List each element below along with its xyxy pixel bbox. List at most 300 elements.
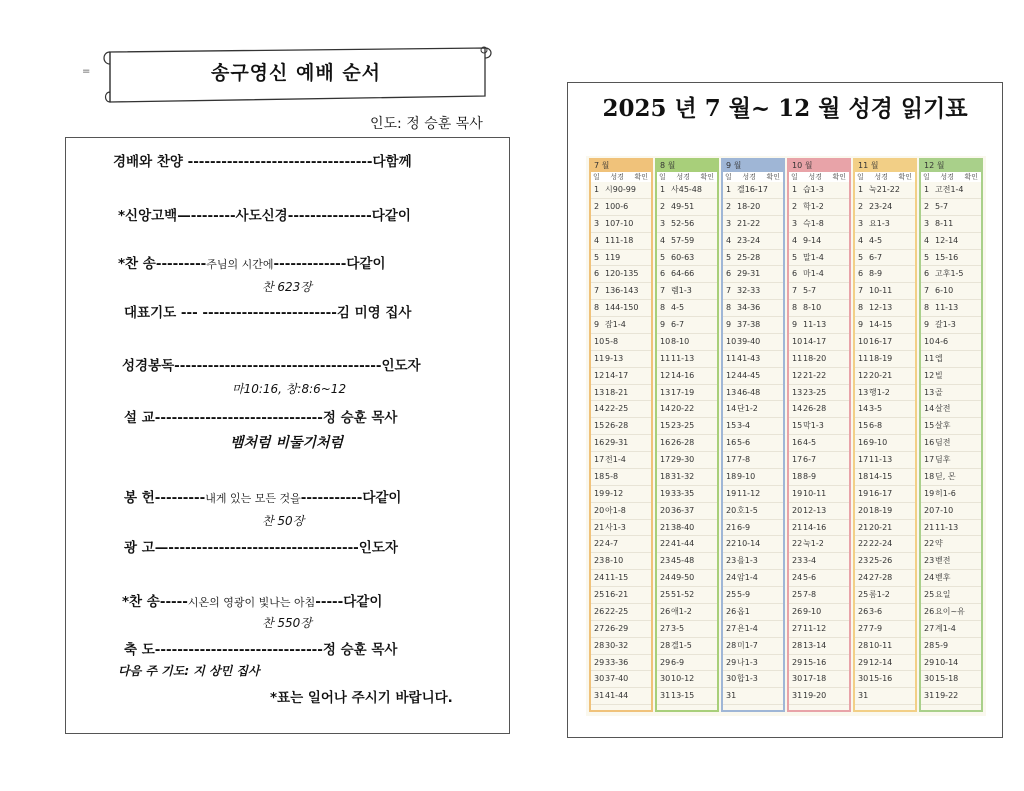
day-number: 25 [660,590,671,599]
reading-row [723,638,783,655]
reading-passage: 29-31 [737,269,761,279]
day-number: 11 [594,353,605,363]
reading-row [723,655,783,672]
reading-passage: 10-14 [737,539,761,549]
reading-row [921,317,981,334]
reading-passage: 겔16-17 [737,185,768,194]
reading-row [789,486,849,503]
reading-passage: 고후1-5 [935,269,964,279]
day-number: 3 [924,218,930,228]
day-number: 28 [594,640,605,650]
reading-row [657,199,717,216]
reading-row [789,250,849,267]
reading-passage: 41-44 [671,539,695,549]
day-number: 25 [924,590,935,599]
reading-passage: 10-11 [869,286,893,296]
reading-plan-title: 2025 년 7 월~ 12 월 성경 읽기표 [602,95,968,122]
day-number: 17 [594,455,605,464]
leader-line: 인도: 정 승훈 목사 [370,116,483,132]
reading-row [789,553,849,570]
day-number: 12 [858,370,869,380]
reading-passage: 13-14 [803,640,827,650]
reading-passage: 6-9 [737,522,751,532]
reading-row [723,486,783,503]
day-number: 18 [726,471,737,481]
reading-passage: 57-59 [671,235,695,245]
reading-row [657,570,717,587]
reading-passage: 12-13 [869,303,893,313]
reading-passage: 11-13 [935,303,959,313]
reading-row [855,587,915,604]
day-number: 18 [660,471,671,481]
reading-row [855,621,915,638]
day-number: 16 [594,438,605,448]
reading-passage: 고전1-4 [935,185,964,194]
order-item-creed: *신앙고백—--------사도신경---------------다같이 [118,208,411,224]
day-number: 28 [726,640,737,650]
reading-passage: 14-15 [869,471,893,481]
day-number: 13 [792,387,803,397]
day-number: 10 [594,336,605,346]
day-number: 2 [594,201,600,211]
day-number: 19 [792,488,803,498]
day-number: 30 [792,674,803,684]
reading-passage: 4-5 [869,235,883,245]
reading-passage: 17-19 [671,387,695,397]
day-number: 17 [858,455,869,464]
day-number: 30 [858,674,869,684]
day-number: 8 [924,303,930,313]
reading-row [657,435,717,452]
reading-row [591,469,651,486]
reading-passage: 12-13 [803,505,827,515]
day-number: 29 [858,657,869,667]
reading-passage: 37-40 [605,674,629,684]
reading-passage: 단1-2 [737,404,758,414]
reading-passage: 요이~유 [935,606,965,616]
column-label: 일 [791,173,798,181]
reading-passage: 14-16 [803,522,827,532]
reading-row [855,199,915,216]
reading-passage: 9-14 [803,235,822,245]
column-label: 성경 [676,173,690,181]
reading-row [855,266,915,283]
reading-row [921,385,981,402]
reading-row [657,334,717,351]
reading-passage: 아1-8 [605,505,626,515]
reading-row [591,368,651,385]
reading-passage: 20-22 [671,404,695,414]
reading-passage: 17-18 [803,674,827,684]
reading-passage: 8-11 [935,218,954,228]
order-item-benediction: 축 도------------------------------정 승훈 목사 [124,642,398,658]
reading-row [921,520,981,537]
reading-passage: 26-28 [605,421,629,431]
reading-row [591,317,651,334]
reading-passage: 애1-2 [671,606,692,616]
reading-row [921,266,981,283]
order-item-hymn-1-song: 주님의 시간에 [206,258,274,271]
day-number: 8 [726,303,732,313]
day-number: 11 [792,353,803,363]
day-number: 8 [594,303,600,313]
order-item-offering-tail: -----------다같이 [300,490,402,506]
banner-title: 송구영신 예배 순서 [210,62,382,84]
reading-passage: 20-21 [869,522,893,532]
day-number: 17 [792,455,803,464]
day-number: 22 [660,539,671,549]
reading-row [657,520,717,537]
month-column [655,158,719,712]
day-number: 29 [660,657,671,667]
reading-passage: 롬1-2 [869,590,890,599]
day-number: 4 [660,235,666,245]
banner-mark: = [82,66,91,77]
reading-passage: 습1-3 [803,185,824,194]
reading-passage: 9-10 [803,606,822,616]
reading-passage: 5-7 [803,286,817,296]
column-label: 확인 [964,173,978,181]
reading-passage: 20-21 [869,370,893,380]
day-number: 27 [594,623,605,633]
reading-passage: 44-45 [737,370,761,380]
reading-row [723,351,783,368]
reading-row [921,435,981,452]
day-number: 16 [858,438,869,448]
reading-row [789,503,849,520]
day-number: 15 [660,421,671,431]
day-number: 22 [924,539,935,549]
day-number: 24 [858,573,869,583]
reading-row [591,266,651,283]
reading-passage: 5-8 [605,336,619,346]
reading-passage: 29-31 [605,438,629,448]
column-label: 일 [857,173,864,181]
day-number: 14 [594,404,605,414]
reading-row [657,469,717,486]
day-number: 2 [924,201,930,211]
reading-row [921,300,981,317]
reading-passage: 10-14 [935,657,959,667]
reading-row [789,587,849,604]
reading-passage: 살전 [935,404,951,414]
reading-row [723,553,783,570]
day-number: 23 [726,556,737,566]
reading-passage: 슥1-8 [803,218,824,228]
day-number: 21 [792,522,803,532]
day-number: 31 [726,691,737,701]
day-number: 5 [594,252,600,262]
reading-passage: 23-25 [671,421,695,431]
day-number: 5 [924,252,930,262]
day-number: 21 [726,522,737,532]
reading-passage: 36-37 [671,505,695,515]
day-number: 19 [924,488,935,498]
reading-passage: 11-13 [671,353,695,363]
day-number: 6 [594,269,600,279]
reading-row [657,621,717,638]
reading-passage: 21-22 [737,218,761,228]
reading-row [921,553,981,570]
day-number: 12 [726,370,737,380]
day-number: 19 [594,488,605,498]
day-number: 27 [924,623,935,633]
day-number: 4 [792,235,798,245]
day-number: 3 [726,218,732,228]
column-label: 확인 [898,173,912,181]
column-label: 확인 [766,173,780,181]
reading-row [657,250,717,267]
day-number: 18 [924,471,935,481]
reading-passage: 딛, 몬 [935,471,956,481]
reading-row [921,469,981,486]
reading-row [723,368,783,385]
reading-row [657,216,717,233]
reading-row [591,452,651,469]
reading-passage: 13-15 [671,691,695,701]
reading-passage: 19-22 [935,691,959,701]
day-number: 3 [858,218,864,228]
reading-row [789,655,849,672]
reading-row [789,233,849,250]
order-item-praise: 경배와 찬양 ---------------------------------다함께 [113,154,412,170]
reading-passage: 15-18 [935,674,959,684]
reading-row [657,283,717,300]
day-number: 8 [660,303,666,313]
reading-row [723,604,783,621]
reading-passage: 학1-2 [803,201,824,211]
day-number: 12 [660,370,671,380]
reading-row [723,520,783,537]
order-item-offering-song: 내게 있는 모든 것을 [205,492,301,505]
reading-passage: 11-12 [737,488,761,498]
day-number: 27 [726,623,737,633]
reading-row [921,351,981,368]
reading-passage: 4-7 [605,539,619,549]
reading-passage: 10-12 [671,674,695,684]
reading-row [723,688,783,705]
reading-row [591,604,651,621]
day-number: 1 [726,185,732,194]
reading-passage: 144-150 [605,303,639,313]
reading-row [855,688,915,705]
day-number: 6 [858,269,864,279]
reading-passage: 6-10 [935,286,954,296]
day-number: 9 [792,320,798,329]
month-column [853,158,917,712]
reading-passage: 18-20 [803,353,827,363]
day-number: 16 [726,438,737,448]
reading-row [855,368,915,385]
reading-row [657,671,717,688]
reading-row [723,216,783,233]
reading-row [657,486,717,503]
day-number: 29 [792,657,803,667]
reading-passage: 33-36 [605,657,629,667]
reading-row [789,199,849,216]
reading-row [657,233,717,250]
day-number: 26 [858,606,869,616]
reading-row [855,182,915,199]
day-number: 26 [726,606,737,616]
reading-passage: 딤전 [935,438,951,448]
reading-row [591,283,651,300]
reading-row [855,418,915,435]
day-number: 22 [792,539,803,549]
reading-row [789,638,849,655]
day-number: 14 [726,404,737,414]
reading-row [657,604,717,621]
reading-row [657,182,717,199]
day-number: 12 [792,370,803,380]
day-number: 31 [858,691,869,701]
reading-row [723,300,783,317]
reading-passage: 18-21 [605,387,629,397]
reading-row [855,655,915,672]
reading-row [657,300,717,317]
day-number: 22 [858,539,869,549]
reading-passage: 잠1-4 [605,320,626,329]
reading-row [855,638,915,655]
reading-row [855,216,915,233]
reading-passage: 7-8 [803,590,817,599]
reading-passage: 22-24 [869,539,893,549]
reading-row [789,452,849,469]
reading-row [789,283,849,300]
reading-passage: 5-8 [605,471,619,481]
reading-row [657,638,717,655]
reading-passage: 26-28 [671,438,695,448]
hymn-number-3: 찬 550장 [262,616,312,630]
reading-row [789,300,849,317]
day-number: 3 [792,218,798,228]
reading-row [591,182,651,199]
day-number: 5 [792,252,798,262]
reading-row [855,570,915,587]
reading-passage: 15-16 [869,674,893,684]
day-number: 21 [660,522,671,532]
reading-row [591,351,651,368]
day-number: 11 [858,353,869,363]
day-number: 8 [792,303,798,313]
day-number: 18 [792,471,803,481]
reading-row [921,536,981,553]
reading-passage: 52-56 [671,218,695,228]
day-number: 13 [924,387,935,397]
reading-passage: 9-10 [737,471,756,481]
reading-passage: 19-20 [803,691,827,701]
day-number: 23 [594,556,605,566]
reading-passage: 16-17 [869,336,893,346]
reading-passage: 111-18 [605,235,634,245]
day-number: 17 [726,455,737,464]
day-number: 24 [924,573,935,583]
reading-row [855,452,915,469]
reading-row [921,604,981,621]
reading-passage: 6-9 [671,657,685,667]
day-number: 7 [858,286,864,296]
day-number: 26 [924,606,935,616]
reading-passage: 18-19 [869,505,893,515]
reading-row [921,452,981,469]
order-item-hymn-2-tail: -----다같이 [315,594,383,610]
reading-row [591,418,651,435]
reading-row [789,469,849,486]
reading-passage: 눅1-2 [803,539,824,549]
reading-row [855,401,915,418]
month-column [589,158,653,712]
column-labels [657,172,717,182]
reading-row [723,536,783,553]
day-number: 2 [726,201,732,211]
month-header: 8 월 [657,160,717,172]
day-number: 27 [660,623,671,633]
reading-row [591,671,651,688]
reading-passage: 사45-48 [671,185,702,194]
reading-passage: 100-6 [605,201,629,211]
reading-row [723,469,783,486]
month-column [787,158,851,712]
reading-row [591,199,651,216]
day-number: 5 [726,252,732,262]
reading-passage: 7-8 [737,455,751,464]
reading-passage: 11-13 [869,455,893,464]
reading-passage: 23-24 [737,235,761,245]
reading-passage: 22-25 [605,404,629,414]
reading-row [723,587,783,604]
reading-row [591,688,651,705]
order-item-announcements: 광 고—----------------------------------인도자 [124,540,398,556]
reading-row [789,385,849,402]
day-number: 15 [924,421,935,431]
reading-row [723,418,783,435]
column-labels [789,172,849,182]
reading-passage: 나1-3 [737,657,758,667]
reading-passage: 마1-4 [803,269,824,279]
day-number: 5 [660,252,666,262]
month-column [919,158,983,712]
reading-passage: 6-7 [869,252,883,262]
day-number: 31 [660,691,671,701]
reading-row [855,469,915,486]
reading-row [921,334,981,351]
day-number: 10 [858,336,869,346]
reading-row [723,401,783,418]
day-number: 4 [858,235,864,245]
reading-row [855,250,915,267]
reading-passage: 21-22 [803,370,827,380]
reading-passage: 빌 [935,370,943,380]
reading-passage: 30-32 [605,640,629,650]
reading-row [591,587,651,604]
reading-row [921,486,981,503]
reading-passage: 3-5 [869,404,883,414]
day-number: 12 [924,370,935,380]
day-number: 14 [858,404,869,414]
reading-row [921,182,981,199]
reading-row [789,435,849,452]
day-number: 21 [594,522,605,532]
day-number: 23 [660,556,671,566]
day-number: 9 [594,320,600,329]
reading-row [591,385,651,402]
day-number: 13 [726,387,737,397]
day-number: 10 [924,336,935,346]
reading-row [789,671,849,688]
reading-passage: 23-24 [869,201,893,211]
day-number: 15 [594,421,605,431]
reading-row [657,655,717,672]
